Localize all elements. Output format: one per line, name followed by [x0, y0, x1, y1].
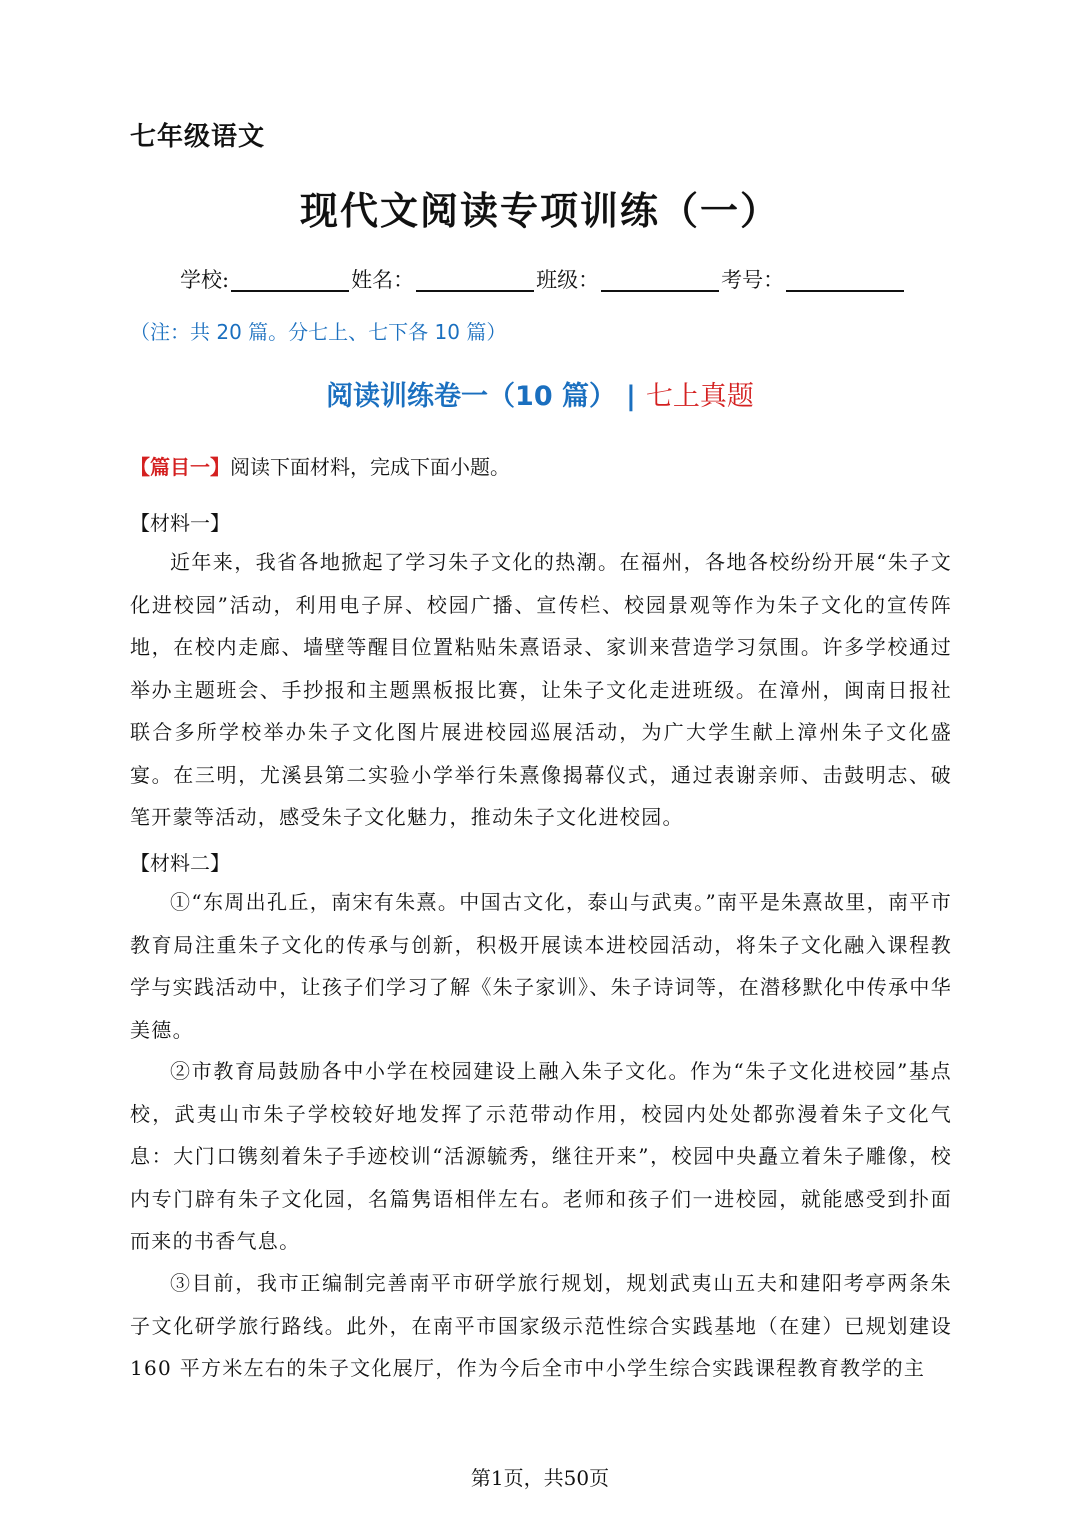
- material-two-paragraph-2: ②市教育局鼓励各中小学在校园建设上融入朱子文化。作为“朱子文化进校园”基点校，武夷山市朱子学校较好地发挥了示范带动作用，校园内处处都弥漫着朱子文化气息：大门口镌刻着朱子手迹校训“活源毓秀，继往开来”，校园中央矗立着朱子雕像，校内专门辟有朱子文化园，名篇隽语相伴左右。老师和孩子们一进校园，就能感受到扑面而来的书香气息。: [130, 1059, 952, 1253]
- material-two-paragraph-1: ①“东周出孔丘，南宋有朱熹。中国古文化，泰山与武夷。”南平是朱熹故里，南平市教育局注重朱子文化的传承与创新，积极开展读本进校园活动，将朱子文化融入课程教学与实践活动中，让孩子们学习了解《朱子家训》、朱子诗词等，在潜移默化中传承中华美德。: [130, 890, 952, 1042]
- class-label: 班级：: [536, 268, 600, 292]
- section-title: [0, 374, 1080, 413]
- note-text: （注：共 20 篇。分七上、七下各 10 篇）: [130, 320, 507, 344]
- page-footer: 第1页，共50页: [470, 1466, 610, 1490]
- student-info-line: [180, 264, 906, 294]
- material-two-paragraph-3: ③目前，我市正编制完善南平市研学旅行规划，规划武夷山五夫和建阳考亭两条朱子文化研学旅行路线。此外，在南平市国家级示范性综合实践基地（在建）已规划建设 160 平方米左右的朱子文化展厅，作为今后全市中小学生综合实践课程教育教学的主: [130, 1271, 952, 1380]
- question-tag: 【篇目一】: [130, 455, 230, 479]
- material-one-paragraph: 近年来，我省各地掀起了学习朱子文化的热潮。在福州，各地各校纷纷开展“朱子文化进校园”活动，利用电子屏、校园广播、宣传栏、校园景观等作为朱子文化的宣传阵地，在校内走廊、墙壁等醒目位置粘贴朱熹语录、家训来营造学习氛围。许多学校通过举办主题班会、手抄报和主题黑板报比赛，让朱子文化走进班级。在漳州，闽南日报社联合多所学校举办朱子文化图片展进校园巡展活动，为广大学生献上漳州朱子文化盛宴。在三明，尤溪县第二实验小学举行朱熹像揭幕仪式，通过表谢亲师、击鼓明志、破笔开蒙等活动，感受朱子文化魅力，推动朱子文化进校园。: [130, 550, 952, 829]
- material-two-label: 【材料二】: [130, 851, 230, 875]
- name-blank: [416, 268, 534, 292]
- question-header: [130, 451, 510, 480]
- school-label: 学校:: [180, 268, 230, 292]
- class-blank: [601, 268, 719, 292]
- name-label: 姓名：: [351, 268, 415, 292]
- section-title-main: 阅读训练卷一（10 篇）: [326, 381, 617, 412]
- exam-no-blank: [786, 268, 904, 292]
- question-prompt: 阅读下面材料，完成下面小题。: [230, 455, 510, 479]
- school-blank: [231, 268, 349, 292]
- material-one-label: 【材料一】: [130, 511, 230, 535]
- page-title: 现代文阅读专项训练（一）: [299, 188, 780, 233]
- section-title-sub: 七上真题: [645, 381, 754, 412]
- exam-no-label: 考号：: [721, 268, 785, 292]
- section-separator: |: [626, 381, 636, 412]
- grade-label: 七年级语文: [130, 122, 266, 152]
